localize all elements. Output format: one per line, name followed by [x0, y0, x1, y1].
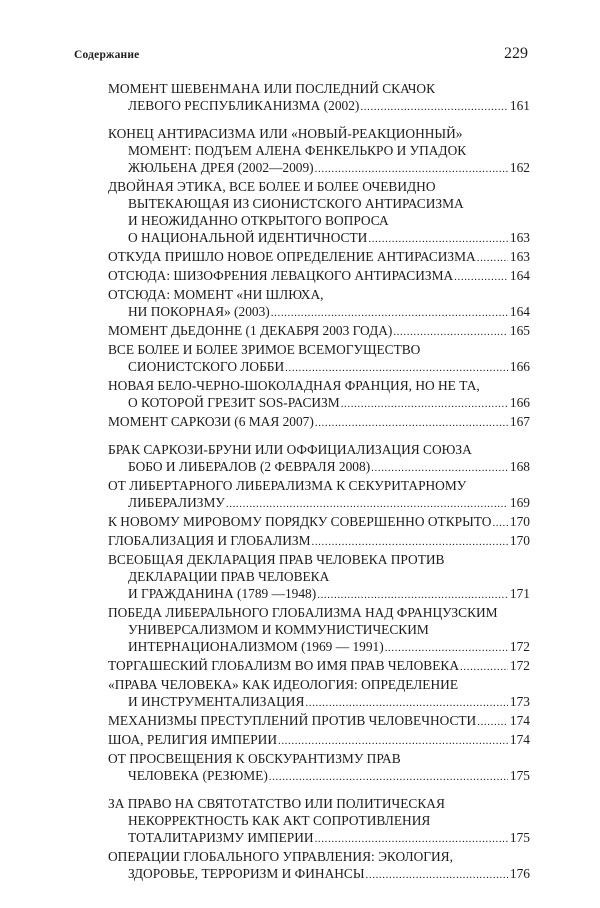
toc-entry-last-line — [108, 159, 530, 178]
dot-leader — [454, 269, 508, 286]
toc-entry-title-end: И ГРАЖДАНИНА (1789 —1948) — [128, 586, 317, 601]
toc-entry-last-line — [108, 358, 530, 377]
page-number: 229 — [504, 45, 528, 62]
dot-leader — [311, 534, 507, 551]
toc-entry-title-end: МЕХАНИЗМЫ ПРЕСТУПЛЕНИЙ ПРОТИВ ЧЕЛОВЕЧНОСТИ — [108, 713, 477, 728]
toc-page-number: 173 — [509, 694, 530, 709]
dot-leader — [385, 640, 508, 657]
toc-page-number: 161 — [509, 98, 530, 113]
toc-entry-last-line — [108, 97, 530, 116]
toc-entry-title-end: К НОВОМУ МИРОВОМУ ПОРЯДКУ СОВЕРШЕННО ОТКРЫТО — [108, 514, 492, 529]
toc-page-number: 163 — [509, 230, 530, 245]
dot-leader — [492, 515, 507, 532]
toc-entry-last-line — [108, 767, 530, 786]
toc-entry — [108, 532, 530, 551]
toc-page-number: 170 — [509, 533, 530, 548]
dot-leader — [368, 231, 508, 248]
toc-entry — [108, 441, 530, 477]
toc-entry-title-end: ТОТАЛИТАРИЗМУ ИМПЕРИИ — [128, 830, 314, 845]
toc-entry — [108, 341, 530, 377]
dot-leader — [393, 324, 508, 341]
toc-entry — [108, 80, 530, 116]
toc-entry — [108, 712, 530, 731]
toc-entry-last-line — [108, 712, 530, 731]
toc-entry-last-line — [108, 693, 530, 712]
toc-page-number: 172 — [509, 639, 530, 654]
toc-page-number: 164 — [509, 304, 530, 319]
toc-page-number: 166 — [509, 395, 530, 410]
toc-entry-title-end: ЛЕВОГО РЕСПУБЛИКАНИЗМА (2002) — [128, 98, 360, 113]
toc-entry-line: ВСЕ БОЛЕЕ И БОЛЕЕ ЗРИМОЕ ВСЕМОГУЩЕСТВО — [108, 342, 421, 357]
toc-entry-title-end: БОБО И ЛИБЕРАЛОВ (2 ФЕВРАЛЯ 2008) — [128, 459, 371, 474]
toc-entry-title-end: О КОТОРОЙ ГРЕЗИТ SOS-РАСИЗМ — [128, 395, 340, 410]
toc-page-number: 164 — [509, 268, 530, 283]
toc-entry-last-line — [108, 532, 530, 551]
dot-leader — [360, 99, 508, 116]
toc-entry-last-line — [108, 657, 530, 676]
dot-leader — [477, 250, 508, 267]
toc-entry-last-line — [108, 494, 530, 513]
toc-entry-last-line — [108, 303, 530, 322]
toc-entry-title-end: ГЛОБАЛИЗАЦИЯ И ГЛОБАЛИЗМ — [108, 533, 311, 548]
toc-entry-title-end: ЧЕЛОВЕКА (РЕЗЮМЕ) — [128, 768, 268, 783]
toc-entry — [108, 377, 530, 413]
dot-leader — [366, 867, 508, 884]
toc-entry-line: УНИВЕРСАЛИЗМОМ И КОММУНИСТИЧЕСКИМ — [128, 622, 429, 637]
toc-page-number: 167 — [509, 414, 530, 429]
toc-entry-line: ДВОЙНАЯ ЭТИКА, ВСЕ БОЛЕЕ И БОЛЕЕ ОЧЕВИДНО — [108, 179, 436, 194]
toc-page-number: 170 — [509, 514, 530, 529]
toc-page-number: 175 — [509, 768, 530, 783]
toc-entry-last-line — [108, 322, 530, 341]
dot-leader — [269, 769, 508, 786]
toc-entry — [108, 750, 530, 786]
toc-entry — [108, 731, 530, 750]
toc-entry-line: МОМЕНТ: ПОДЪЕМ АЛЕНА ФЕНКЕЛЬКРО И УПАДОК — [128, 143, 467, 158]
toc-entry-last-line — [108, 585, 530, 604]
toc-entry — [108, 657, 530, 676]
toc-entry-last-line — [108, 513, 530, 532]
toc-entry-title-end: И ИНСТРУМЕНТАЛИЗАЦИЯ — [128, 694, 305, 709]
toc-entry-line: БРАК САРКОЗИ-БРУНИ ИЛИ ОФФИЦИАЛИЗАЦИЯ СОЮЗА — [108, 442, 472, 457]
toc-entry-line: ВЫТЕКАЮЩАЯ ИЗ СИОНИСТСКОГО АНТИРАСИЗМА — [128, 196, 464, 211]
toc-page-number: 169 — [509, 495, 530, 510]
toc-entry-last-line — [108, 394, 530, 413]
toc-entry-title-end: ОТСЮДА: ШИЗОФРЕНИЯ ЛЕВАЦКОГО АНТИРАСИЗМА — [108, 268, 454, 283]
toc-entry — [108, 286, 530, 322]
dot-leader — [278, 733, 508, 750]
toc-entry-line: ОТ ПРОСВЕЩЕНИЯ К ОБСКУРАНТИЗМУ ПРАВ — [108, 751, 401, 766]
toc-entry-last-line — [108, 638, 530, 657]
toc-entry-title-end: ТОРГАШЕСКИЙ ГЛОБАЛИЗМ ВО ИМЯ ПРАВ ЧЕЛОВЕКА — [108, 658, 460, 673]
running-head: Содержание — [74, 49, 140, 61]
toc-entry-title-end: СИОНИСТСКОГО ЛОББИ — [128, 359, 285, 374]
toc-entry — [108, 551, 530, 604]
toc-entry-last-line — [108, 229, 530, 248]
toc-entry-line: ОПЕРАЦИИ ГЛОБАЛЬНОГО УПРАВЛЕНИЯ: ЭКОЛОГИЯ, — [108, 849, 453, 864]
toc-entry-title-end: МОМЕНТ ДЬЕДОННЕ (1 ДЕКАБРЯ 2003 ГОДА) — [108, 323, 393, 338]
toc-entry-last-line — [108, 413, 530, 432]
toc-entry-line: ОТ ЛИБЕРТАРНОГО ЛИБЕРАЛИЗМА К СЕКУРИТАРНОМУ — [108, 478, 467, 493]
toc-page-number: 174 — [509, 732, 530, 747]
dot-leader — [285, 360, 508, 377]
dot-leader — [271, 305, 508, 322]
toc-entry — [108, 513, 530, 532]
toc-entry-title-end: ОТКУДА ПРИШЛО НОВОЕ ОПРЕДЕЛЕНИЕ АНТИРАСИЗМА — [108, 249, 476, 264]
table-of-contents — [108, 80, 530, 884]
dot-leader — [317, 587, 508, 604]
toc-entry-line: НЕКОРРЕКТНОСТЬ КАК АКТ СОПРОТИВЛЕНИЯ — [128, 813, 431, 828]
toc-entry — [108, 413, 530, 432]
toc-entry-last-line — [108, 267, 530, 286]
toc-page-number: 163 — [509, 249, 530, 264]
toc-entry-line: КОНЕЦ АНТИРАСИЗМА ИЛИ «НОВЫЙ-РЕАКЦИОННЫЙ» — [108, 126, 463, 141]
toc-entry — [108, 604, 530, 657]
toc-entry-line: МОМЕНТ ШЕВЕНМАНА ИЛИ ПОСЛЕДНИЙ СКАЧОК — [108, 81, 436, 96]
toc-entry — [108, 178, 530, 248]
toc-entry — [108, 848, 530, 884]
toc-page-number: 172 — [509, 658, 530, 673]
toc-entry-title-end: НИ ПОКОРНАЯ» (2003) — [128, 304, 270, 319]
toc-page-number: 176 — [509, 866, 530, 881]
toc-entry-line: ОТСЮДА: МОМЕНТ «НИ ШЛЮХА, — [108, 287, 324, 302]
toc-entry-line: ПОБЕДА ЛИБЕРАЛЬНОГО ГЛОБАЛИЗМА НАД ФРАНЦУЗСКИМ — [108, 605, 498, 620]
dot-leader — [226, 496, 508, 513]
toc-page-number: 168 — [509, 459, 530, 474]
toc-entry-line: ДЕКЛАРАЦИИ ПРАВ ЧЕЛОВЕКА — [128, 569, 330, 584]
dot-leader — [460, 659, 508, 676]
toc-entry-title-end: ЗДОРОВЬЕ, ТЕРРОРИЗМ И ФИНАНСЫ — [128, 866, 365, 881]
toc-entry-title-end: ЖЮЛЬЕНА ДРЕЯ (2002—2009) — [128, 160, 314, 175]
toc-entry — [108, 322, 530, 341]
toc-entry-last-line — [108, 829, 530, 848]
toc-entry — [108, 267, 530, 286]
toc-entry-title-end: ШОА, РЕЛИГИЯ ИМПЕРИИ — [108, 732, 277, 747]
toc-entry-line: НОВАЯ БЕЛО-ЧЕРНО-ШОКОЛАДНАЯ ФРАНЦИЯ, НО НЕ ТА, — [108, 378, 480, 393]
toc-entry-last-line — [108, 865, 530, 884]
toc-page-number: 175 — [509, 830, 530, 845]
dot-leader — [371, 460, 508, 477]
dot-leader — [315, 161, 508, 178]
dot-leader — [315, 415, 508, 432]
toc-entry-line: ЗА ПРАВО НА СВЯТОТАТСТВО ИЛИ ПОЛИТИЧЕСКАЯ — [108, 796, 445, 811]
toc-entry — [108, 477, 530, 513]
toc-page-number: 171 — [509, 586, 530, 601]
toc-entry-last-line — [108, 248, 530, 267]
toc-entry-last-line — [108, 458, 530, 477]
toc-entry — [108, 125, 530, 178]
toc-entry-title-end: О НАЦИОНАЛЬНОЙ ИДЕНТИЧНОСТИ — [128, 230, 368, 245]
toc-page-number: 166 — [509, 359, 530, 374]
dot-leader — [477, 714, 508, 731]
toc-entry-title-end: ЛИБЕРАЛИЗМУ — [128, 495, 225, 510]
toc-entry-last-line — [108, 731, 530, 750]
toc-page-number: 162 — [509, 160, 530, 175]
toc-entry-title-end: МОМЕНТ САРКОЗИ (6 МАЯ 2007) — [108, 414, 314, 429]
toc-entry-line: ВСЕОБЩАЯ ДЕКЛАРАЦИЯ ПРАВ ЧЕЛОВЕКА ПРОТИВ — [108, 552, 445, 567]
toc-entry-line: И НЕОЖИДАННО ОТКРЫТОГО ВОПРОСА — [128, 213, 389, 228]
toc-entry — [108, 676, 530, 712]
toc-entry — [108, 248, 530, 267]
toc-page-number: 174 — [509, 713, 530, 728]
toc-entry — [108, 795, 530, 848]
toc-entry-line: «ПРАВА ЧЕЛОВЕКА» КАК ИДЕОЛОГИЯ: ОПРЕДЕЛЕНИЕ — [108, 677, 459, 692]
toc-page-number: 165 — [509, 323, 530, 338]
toc-entry-title-end: ИНТЕРНАЦИОНАЛИЗМОМ (1969 — 1991) — [128, 639, 384, 654]
dot-leader — [305, 695, 508, 712]
dot-leader — [341, 396, 508, 413]
dot-leader — [315, 831, 508, 848]
